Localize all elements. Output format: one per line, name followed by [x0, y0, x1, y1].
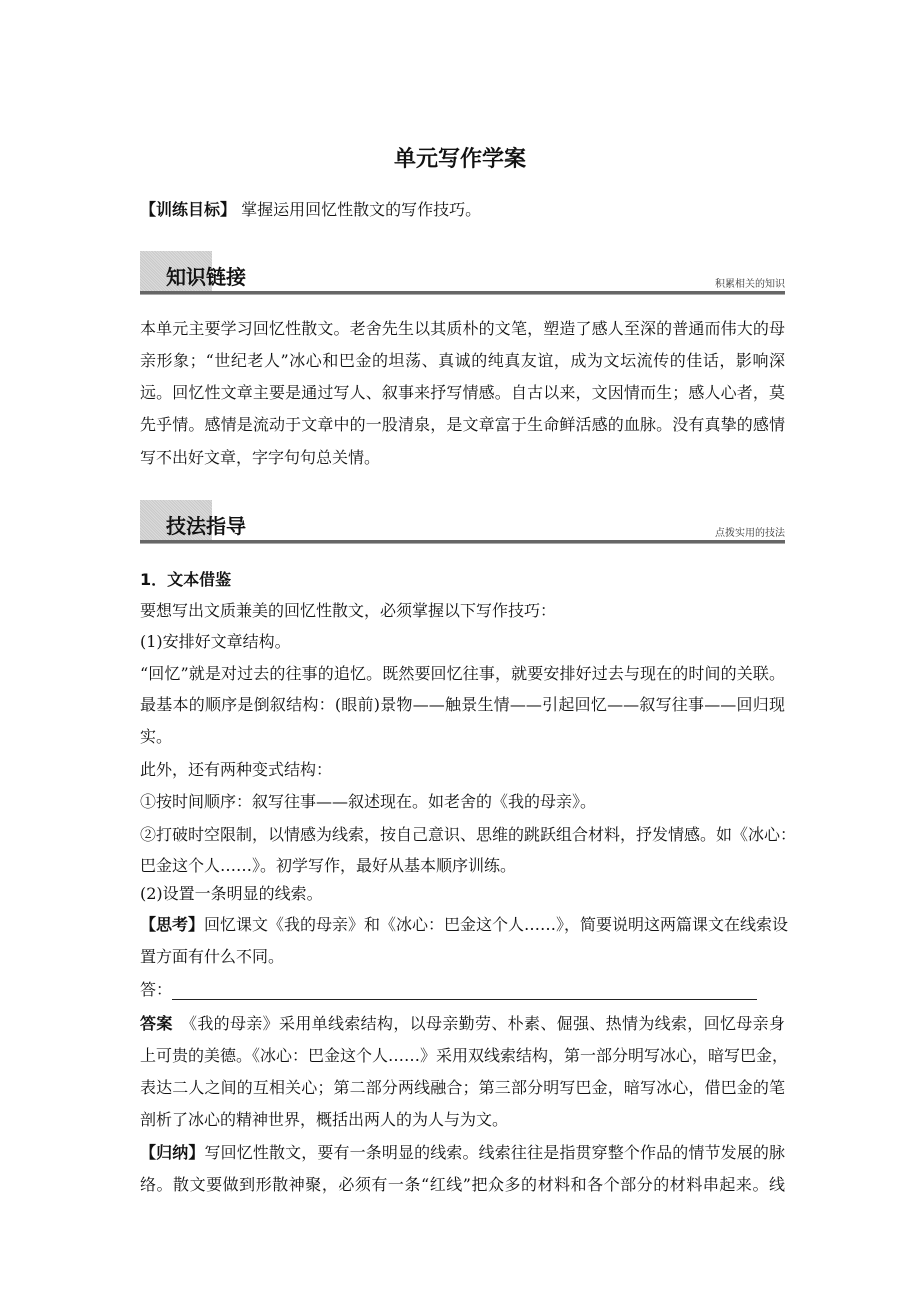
- answer-label: 答案: [140, 1014, 173, 1033]
- section-heading: 技法指导: [166, 514, 246, 538]
- paragraph-line: ②打破时空限制，以情感为线索，按自己意识、思维的跳跃组合材料，抒发情感。如《冰心：: [140, 825, 797, 844]
- item-heading: 1．文本借鉴: [140, 570, 232, 589]
- paragraph-line: “回忆”就是对过去的往事的追忆。既然要回忆往事，就要安排好过去与现在的时间的关联。: [140, 664, 785, 683]
- section-heading: 知识链接: [166, 265, 246, 289]
- paragraph-line: 此外，还有两种变式结构：: [140, 760, 333, 779]
- paragraph-line: 要想写出文质兼美的回忆性散文，必须掌握以下写作技巧：: [140, 601, 557, 620]
- answer-prompt: 答：: [140, 980, 173, 999]
- page-title: 单元写作学案: [393, 147, 526, 172]
- paragraph-line: 本单元主要学习回忆性散文。老舍先生以其质朴的文笔，塑造了感人至深的普通而伟大的母: [140, 319, 785, 338]
- answer-line: 剖析了冰心的精神世界，概括出两人的为人与为文。: [140, 1110, 509, 1129]
- goal-text: 掌握运用回忆性散文的写作技巧。: [241, 200, 482, 219]
- paragraph-line: 最基本的顺序是倒叙结构：(眼前)景物——触景生情——引起回忆——叙写往事——回归现: [140, 695, 785, 714]
- answer-blank[interactable]: [172, 983, 757, 1000]
- section-rule: [140, 291, 785, 295]
- answer-line: 表达二人之间的互相关心；第二部分两线融合；第三部分明写巴金，暗写冰心，借巴金的笔: [140, 1078, 785, 1097]
- think-line: 置方面有什么不同。: [140, 947, 285, 966]
- summary-line: 络。散文要做到形散神聚，必须有一条“红线”把众多的材料和各个部分的材料串起来。线: [140, 1175, 785, 1194]
- answer-field[interactable]: [140, 980, 785, 1000]
- answer-line: [140, 1014, 785, 1034]
- section-header-knowledge: [140, 251, 785, 295]
- paragraph-line: 写不出好文章，字字句句总关情。: [140, 448, 381, 467]
- summary-text: 写回忆性散文，要有一条明显的线索。线索往往是指贯穿整个作品的情节发展的脉: [204, 1143, 785, 1162]
- section-subtitle: 点拨实用的技法: [715, 528, 785, 539]
- think-label: 【思考】: [140, 915, 205, 934]
- section-subtitle: 积累相关的知识: [715, 279, 785, 290]
- think-line: [140, 915, 789, 935]
- paragraph-line: 巴金这个人……》。初学写作，最好从基本顺序训练。: [140, 856, 517, 875]
- section-header-technique: [140, 500, 785, 544]
- think-text: 回忆课文《我的母亲》和《冰心：巴金这个人……》，简要说明这两篇课文在线索设: [204, 915, 789, 934]
- paragraph-line: ①按时间顺序：叙写往事——叙述现在。如老舍的《我的母亲》。: [140, 792, 597, 811]
- paragraph-line: 先乎情。感情是流动于文章中的一股清泉，是文章富于生命鲜活感的血脉。没有真挚的感情: [140, 415, 785, 434]
- section-rule: [140, 540, 785, 544]
- paragraph-line: 实。: [140, 727, 173, 746]
- paragraph-line: 亲形象；“世纪老人”冰心和巴金的坦荡、真诚的纯真友谊，成为文坛流传的佳话，影响深: [140, 351, 785, 370]
- paragraph-line: (2)设置一条明显的线索。: [140, 884, 323, 903]
- goal-label: 【训练目标】: [140, 200, 237, 219]
- answer-line: 上可贵的美德。《冰心：巴金这个人……》采用双线索结构，第一部分明写冰心，暗写巴金，: [140, 1046, 789, 1065]
- summary-line: [140, 1143, 785, 1163]
- summary-label: 【归纳】: [140, 1143, 205, 1162]
- paragraph-line: (1)安排好文章结构。: [140, 632, 291, 651]
- paragraph-line: 远。回忆性文章主要是通过写人、叙事来抒写情感。自古以来，文因情而生；感人心者，莫: [140, 383, 785, 402]
- answer-text: 《我的母亲》采用单线索结构，以母亲勤劳、朴素、倔强、热情为线索，回忆母亲身: [189, 1014, 785, 1033]
- training-goal: [140, 200, 785, 220]
